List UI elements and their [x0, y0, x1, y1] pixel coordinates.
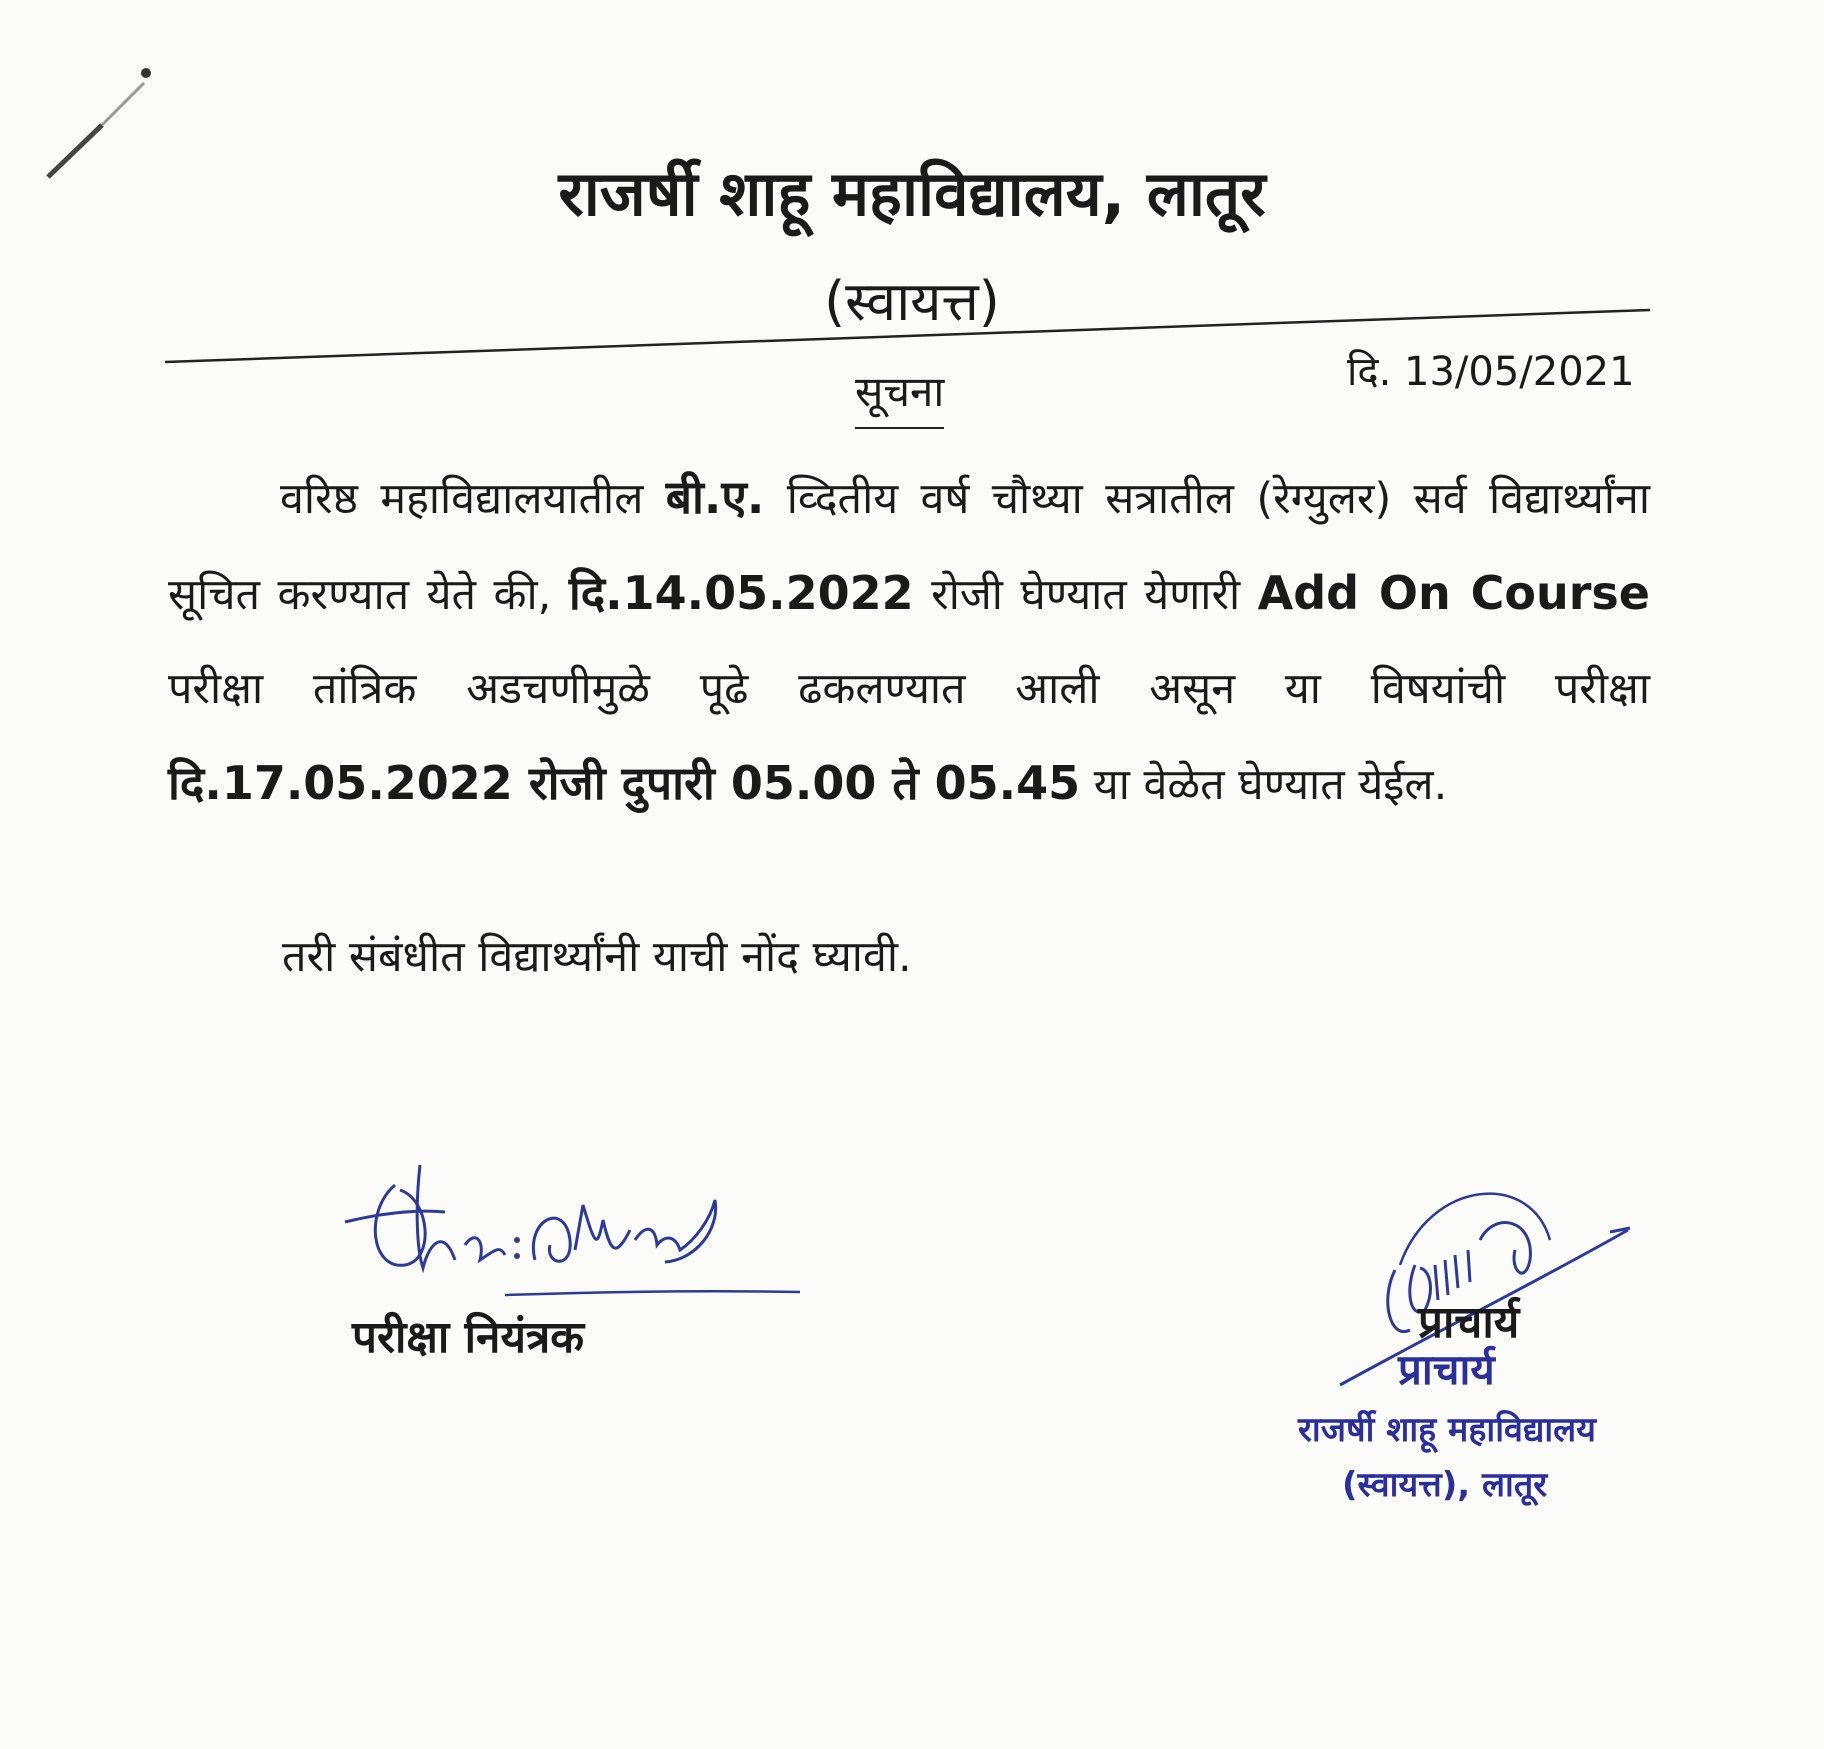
- controller-label: परीक्षा नियंत्रक: [352, 1312, 585, 1363]
- notice-body: [168, 450, 1650, 832]
- body-segment-bold: दि.17.05.2022 रोजी दुपारी 05.00 ते 05.45: [168, 756, 1081, 810]
- college-subtitle: (स्वायत्त): [824, 270, 1000, 333]
- notice-heading: सूचना: [855, 362, 944, 429]
- stamp-college-location: (स्वायत्त), लातूर: [1342, 1465, 1548, 1505]
- body-segment: या वेळेत घेण्यात येईल.: [1080, 760, 1448, 810]
- body-segment-bold: बी.ए.: [665, 470, 765, 524]
- body-segment: वरिष्ठ महाविद्यालयातील: [280, 474, 666, 524]
- body-segment: परीक्षा तांत्रिक अडचणीमुळे पूढे ढकलण्यात आली असून या विषयांची परीक्षा: [168, 664, 1650, 714]
- notice-date: दि. 13/05/2021: [1347, 349, 1635, 395]
- body-segment: रोजी घेण्यात येणारी: [913, 570, 1258, 620]
- body-segment-bold: दि.14.05.2022: [568, 566, 914, 620]
- notice-closing: तरी संबंधीत विद्यार्थ्यांनी याची नोंद घ्यावी.: [282, 932, 912, 982]
- principal-label: प्राचार्य: [1418, 1297, 1520, 1348]
- stamp-college-name: राजर्षी शाहू महाविद्यालय: [1298, 1410, 1596, 1450]
- body-segment: व्दितीय वर्ष चौथ्या सत्रातील (रेग्युलर) सर्व विद्यार्थ्यांना सूचित करण्यात येते की,: [168, 474, 1650, 620]
- header-divider: [0, 0, 1824, 400]
- body-segment-bold: Add On Course: [1257, 566, 1650, 620]
- stamp-title: प्राचार्य: [1398, 1345, 1495, 1394]
- college-title: राजर्षी शाहू महाविद्यालय, लातूर: [558, 157, 1266, 230]
- controller-signature: [335, 1150, 815, 1310]
